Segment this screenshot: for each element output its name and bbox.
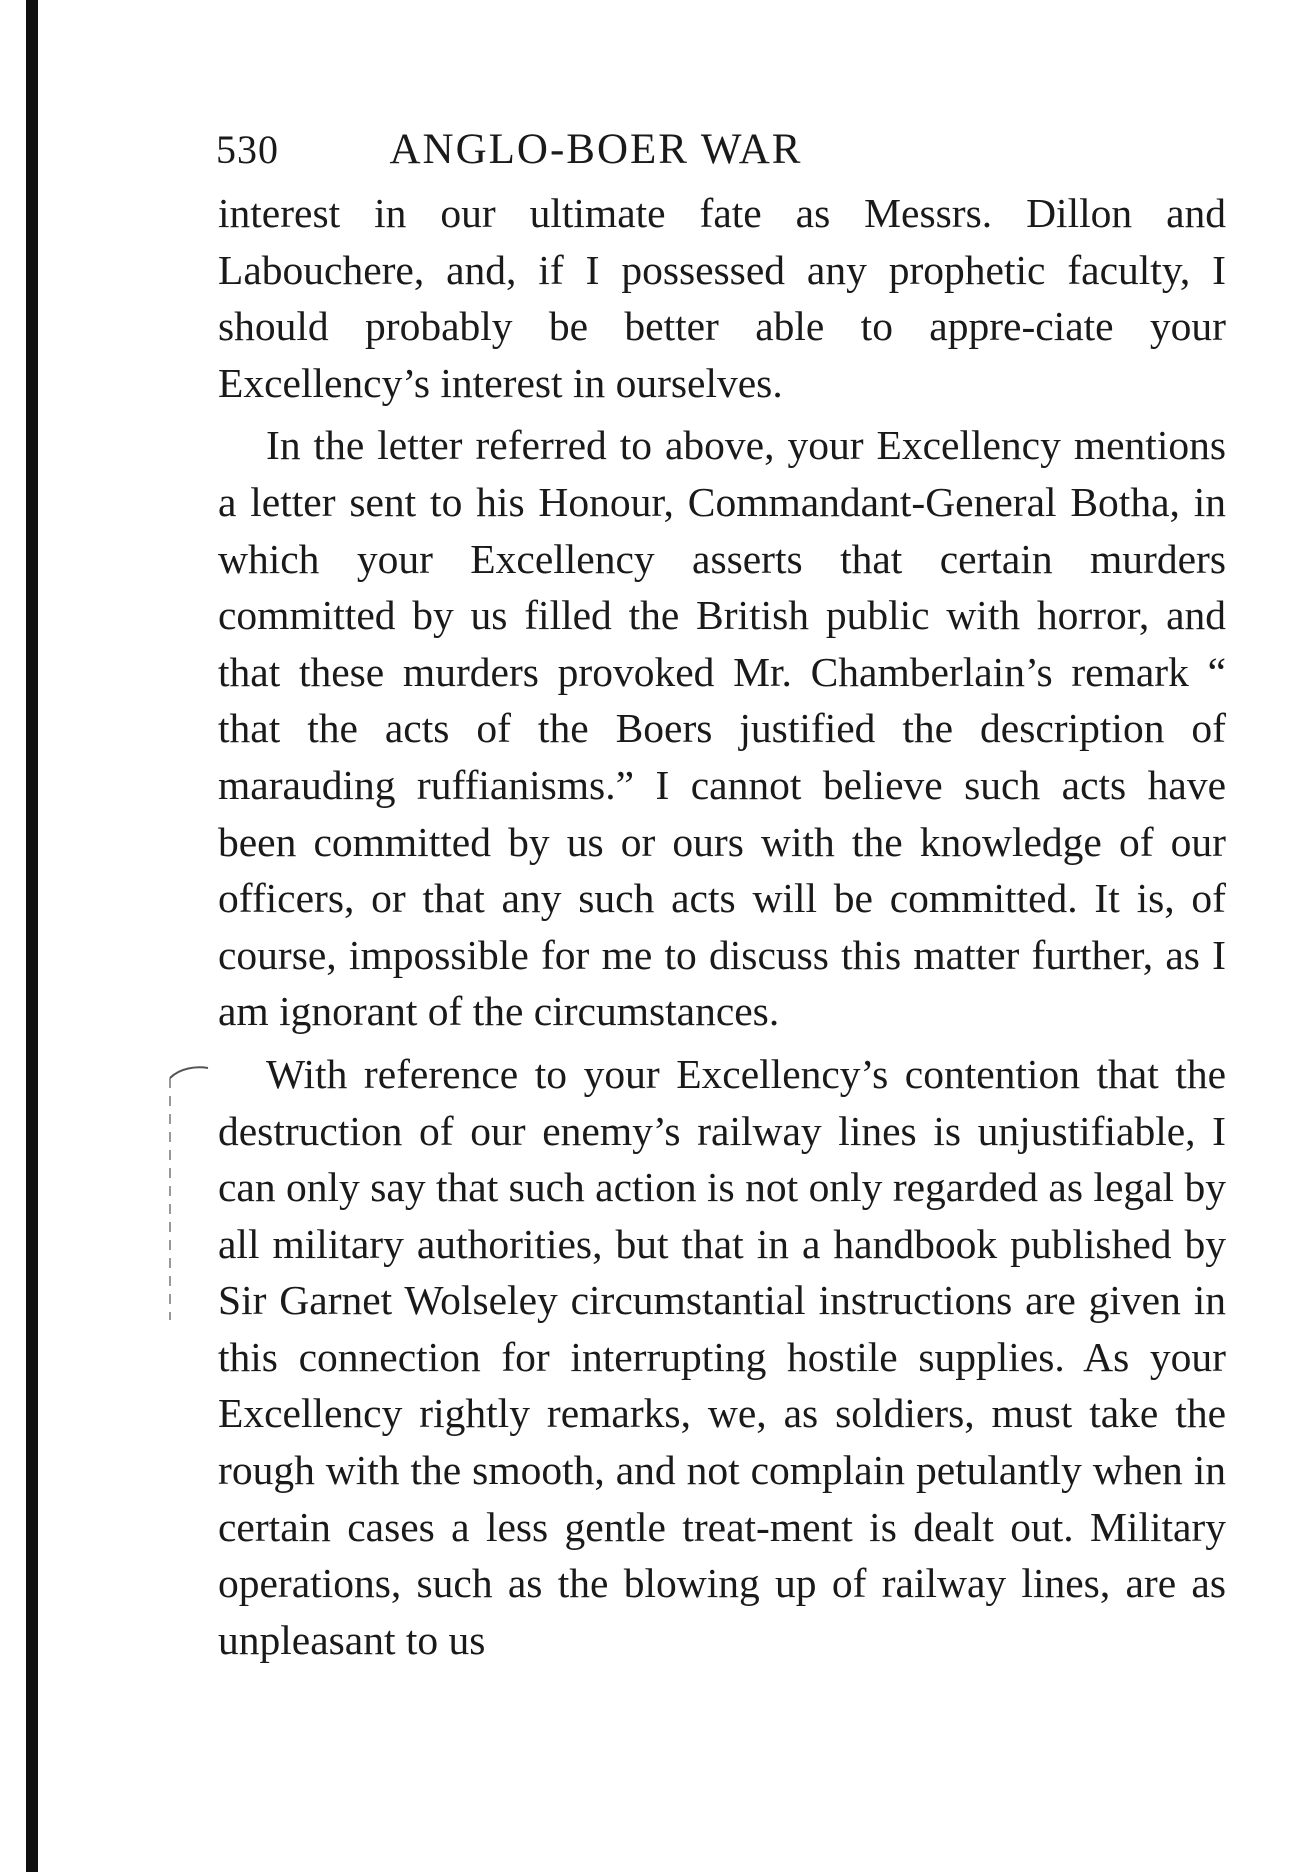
page-header (216, 120, 1228, 180)
paragraph-3: With reference to your Excellency’s contention that the destruction of our enemy’s railway lines is unjustifiable, I can only say that such action is not only regarded as legal by all military authorities, but that in a handbook published by Sir Garnet Wolseley circumstantial instructions are given in this connection for interrupting hostile supplies. As your Excellency rightly remarks, we, as soldiers, must take the rough with the smooth, and not complain petulantly when in certain cases a less gentle treat-ment is dealt out. Military operations, such as the blowing up of railway lines, are as unpleasant to us (218, 1050, 1226, 1663)
paragraph-1: interest in our ultimate fate as Messrs. Dillon and Labouchere, and, if I possessed any prophetic faculty, I should probably be better able to appre-ciate your Excellency’s interest in ourselves. (218, 190, 1226, 406)
running-head: ANGLO-BOER WAR (389, 126, 803, 173)
page-body (218, 185, 1226, 1668)
paragraph-2: In the letter referred to above, your Excellency mentions a letter sent to his Honour, Commandant-General Botha, in which your Excellency asserts that certain murders committed by us filled the British public with horror, and that these murders provoked Mr. Chamberlain’s remark “ that the acts of the Boers justified the description of marauding ruffianisms.” I cannot believe such acts have been committed by us or ours with the knowledge of our officers, or that any such acts will be committed. It is, of course, impossible for me to discuss this matter further, as I am ignorant of the circumstances. (218, 422, 1226, 1035)
margin-pencil-mark (156, 1060, 216, 1330)
page-binding-edge (26, 0, 38, 1872)
page-number: 530 (216, 127, 279, 172)
